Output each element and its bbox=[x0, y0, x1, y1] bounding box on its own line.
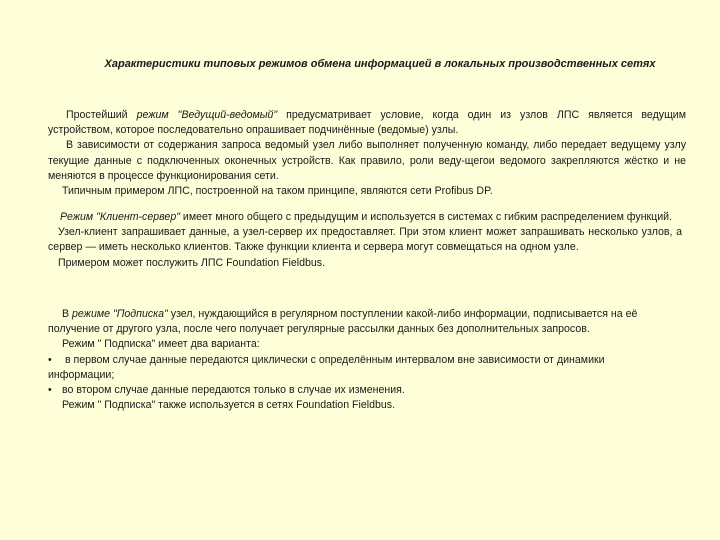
bullet-icon: • bbox=[48, 353, 52, 366]
intro-text-post: предусматривает условие, когда один из узлов ЛПС является ведущим устройством, которое последовательно опрашивает подчинённые (ведомые) узлы. bbox=[48, 109, 686, 137]
bullet-item bbox=[48, 353, 638, 383]
bullet-icon: • bbox=[48, 384, 52, 397]
section-subscription bbox=[48, 307, 638, 413]
subscription-variants: Режим " Подписка" имеет два варианта: bbox=[62, 338, 260, 351]
bullet-text: в первом случае данные передаются циклически с определённым интервалом вне зависимости от динамики информации; bbox=[48, 353, 605, 381]
section-client-server bbox=[48, 210, 682, 271]
subscription-example: Режим " Подписка" также используется в сетях Foundation Fieldbus. bbox=[62, 399, 396, 412]
bullet-text: во втором случае данные передаются только в случае их изменения. bbox=[62, 384, 405, 397]
section-master-slave bbox=[48, 108, 686, 199]
client-server-intro bbox=[48, 210, 682, 225]
master-slave-example: Типичным примером ЛПС, построенной на таком принципе, являются сети Profibus DP. bbox=[62, 185, 493, 198]
mode-name-client-server: Режим "Клиент-сервер" bbox=[60, 211, 180, 223]
mode-name-subscription: режиме "Подписка" bbox=[72, 308, 168, 320]
master-slave-intro bbox=[48, 108, 686, 138]
subscription-intro-post: узел, нуждающийся в регулярном поступлении какой-либо информации, подписывается на её получение от другого узла, после чего получает регулярные рассылки данных без дополнительных запросов. bbox=[48, 308, 638, 336]
intro-text-pre: Простейший bbox=[66, 109, 137, 121]
mode-name-master-slave: режим "Ведущий-ведомый" bbox=[136, 109, 278, 121]
subscription-intro-pre: В bbox=[62, 308, 73, 320]
client-server-intro-post: имеет много общего с предыдущим и используется в системах с гибким распределением функций. bbox=[179, 211, 673, 223]
master-slave-detail: В зависимости от содержания запроса ведомый узел либо выполняет полученную команду, либо передает ведущему узлу текущие данные с подключенных оконечных устройств. Как правило, роли веду-щегои ведомого закрепляются жёстко и не меняются в процессе функционирования сети. bbox=[48, 139, 686, 182]
subscription-intro bbox=[48, 307, 638, 337]
bullet-item bbox=[48, 383, 638, 398]
slide-title: Характеристики типовых режимов обмена информацией в локальных производственных сетях bbox=[104, 58, 656, 70]
client-server-example: Примером может послужить ЛПС Foundation Fieldbus. bbox=[58, 256, 326, 269]
client-server-detail: Узел-клиент запрашивает данные, а узел-сервер их предоставляет. При этом клиент может запрашивать несколько узлов, а сервер — иметь несколько клиентов. Также функции клиента и сервера могут совмещаться на одном узле. bbox=[48, 226, 682, 254]
